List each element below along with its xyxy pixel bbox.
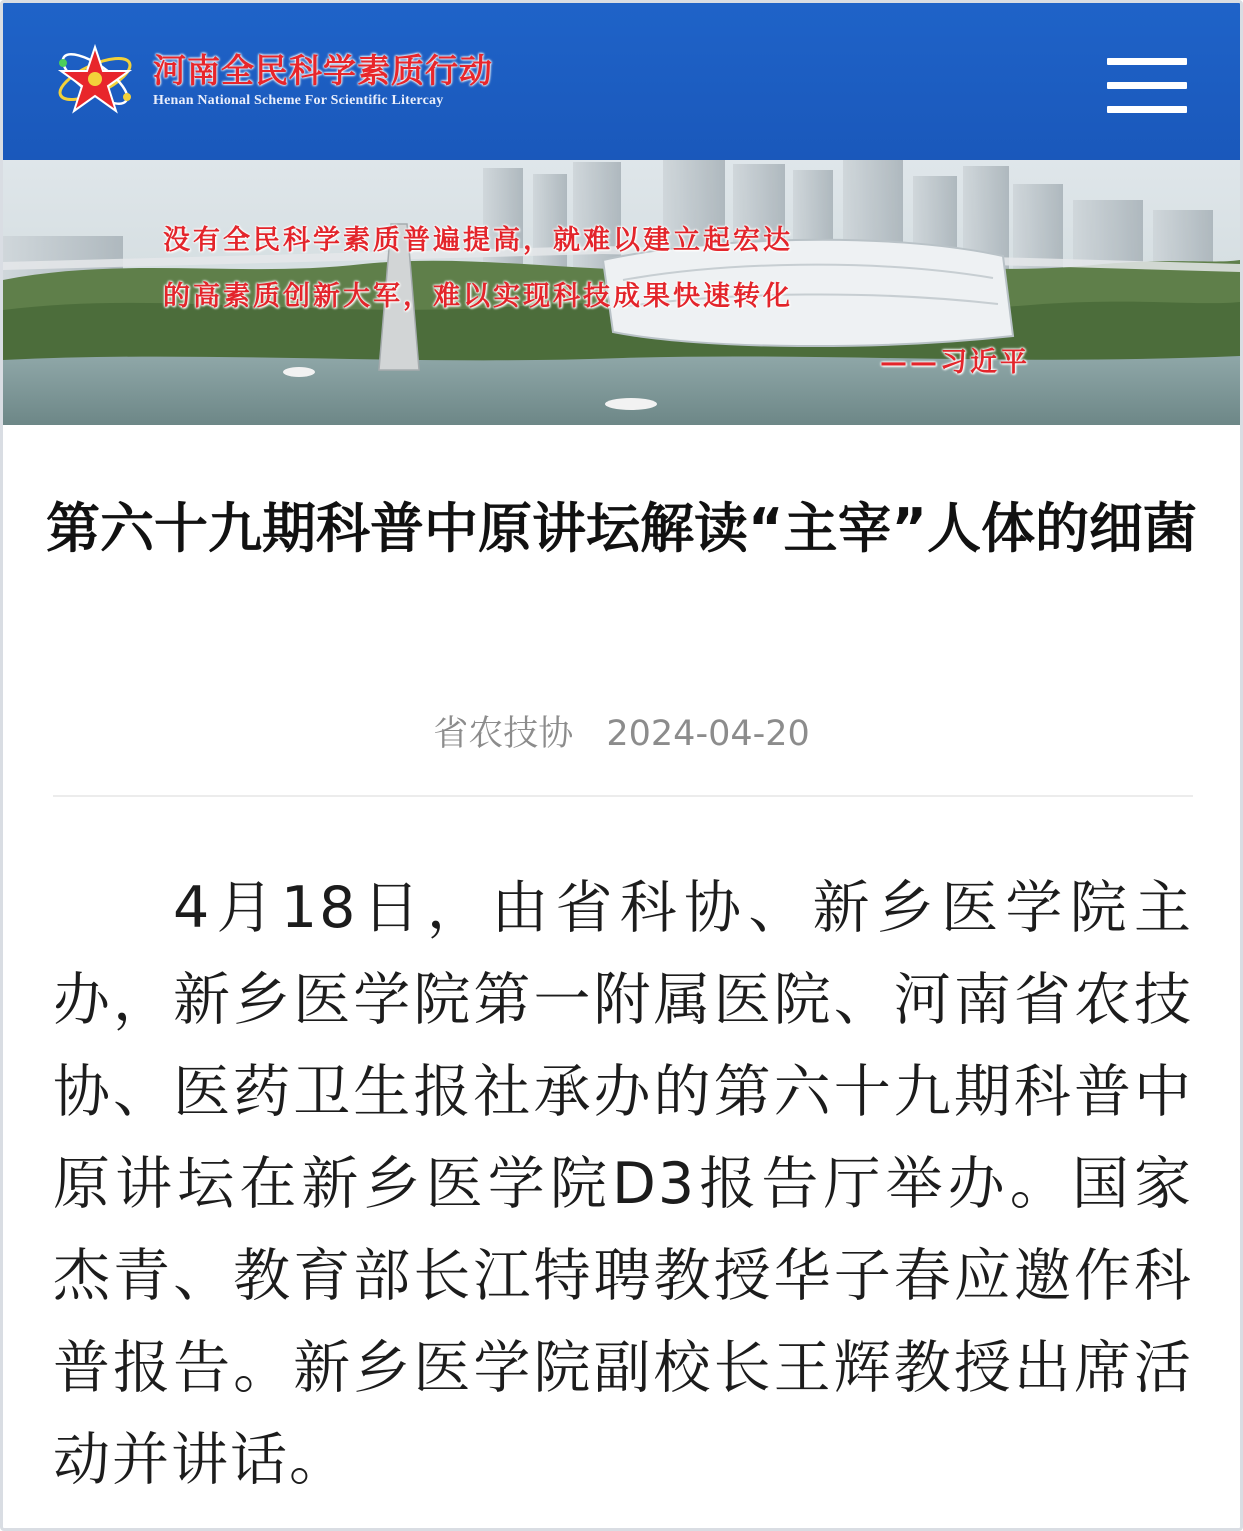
site-title[interactable]: 河南全民科学素质行动 [153, 51, 493, 90]
menu-bar [1107, 58, 1187, 65]
banner-quote-line-1: 没有全民科学素质普遍提高，就难以建立起宏达 [163, 225, 793, 256]
article-source: 省农技协 [433, 714, 574, 754]
site-subtitle: Henan National Scheme For Scientific Litercay [153, 93, 444, 108]
menu-bar [1107, 106, 1187, 113]
article-body: 4月18日，由省科协、新乡医学院主办，新乡医学院第一附属医院、河南省农技协、医药卫生报社承办的第六十九期科普中原讲坛在新乡医学院D3报告厅举办。国家杰青、教育部长江特聘教授华子春应邀作科普报告。新乡医学院副校长王辉教授出席活动并讲话。 [53, 875, 1193, 1493]
site-header [3, 3, 1240, 160]
hero-banner [3, 160, 1240, 425]
hamburger-menu-icon[interactable] [1107, 58, 1187, 114]
article-meta [0, 706, 1243, 756]
article-date: 2024-04-20 [606, 714, 810, 754]
banner-quote-line-2: 的高素质创新大军，难以实现科技成果快速转化 [163, 281, 793, 312]
divider [53, 795, 1193, 797]
menu-bar [1107, 82, 1187, 89]
article-title: 第六十九期科普中原讲坛解读“主宰”人体的细菌 [46, 497, 1197, 560]
star-atom-logo-icon[interactable] [53, 35, 137, 127]
banner-quote-author: ——习近平 [880, 347, 1030, 378]
